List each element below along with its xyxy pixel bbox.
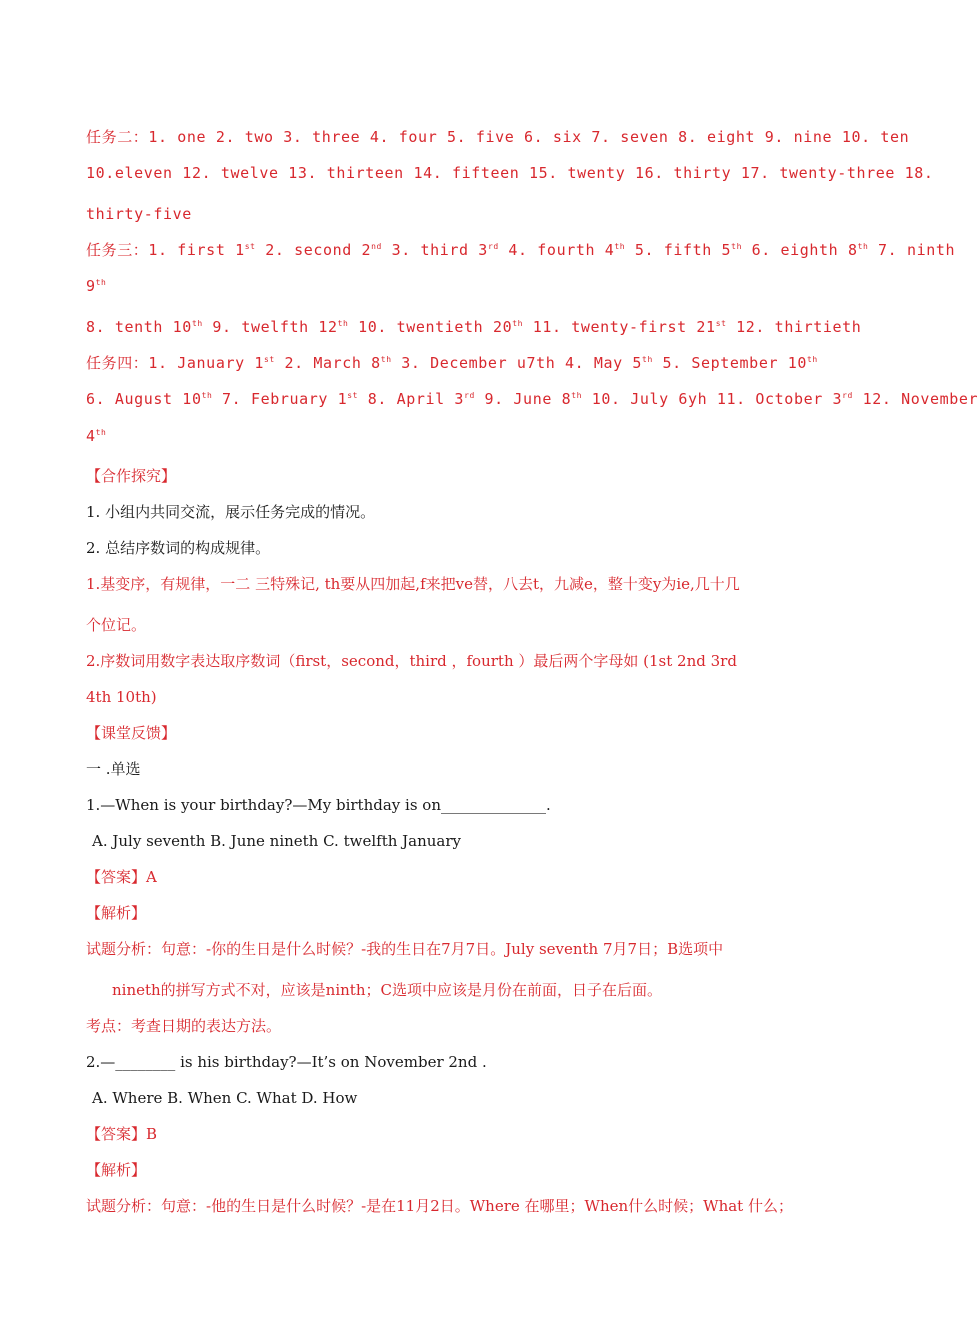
feedback-section: 一 .单选 [86,760,141,778]
text-segment: 12. November [852,390,978,408]
text-segment: 9 [86,277,96,295]
coop-item-1: 1. 小组内共同交流，展示任务完成的情况。 [86,503,376,521]
ordinal-suffix: st [347,391,359,400]
text-segment: 5. fifth 5 [625,241,732,259]
q2-question: 2.—________ is his birthday?—It’s on November 2nd . [86,1053,487,1071]
text-segment: 3. third 3 [381,241,488,259]
ordinal-suffix: st [263,355,275,364]
ordinal-suffix: th [337,319,349,328]
ordinal-suffix: nd [371,242,382,251]
ordinal-suffix: th [806,355,818,364]
ordinal-suffix: th [95,428,107,437]
coop-item-2: 2. 总结序数词的构成规律。 [86,539,271,557]
ordinal-suffix: th [95,278,107,287]
ordinal-suffix: th [512,319,524,328]
q2-analysis-label: 【解析】 [86,1161,147,1179]
task2-line-3: thirty-five [86,205,192,223]
text-segment: 7. ninth [868,241,956,259]
text-segment: 7. February 1 [212,390,348,408]
task3-line-3 [86,316,861,338]
ordinal-suffix: rd [842,391,853,400]
feedback-heading: 【课堂反馈】 [86,724,177,742]
text-segment: 4 [86,427,96,445]
ordinal-suffix: th [857,242,869,251]
ordinal-suffix: th [201,391,213,400]
task2-line-2: 10.eleven 12. twelve 13. thirteen 14. fifteen 15. twenty 16. thirty 17. twenty-three 18. [86,164,934,182]
task4-line-2 [86,388,978,410]
text-segment: 9. June 8 [474,390,572,408]
q1-question: 1.—When is your birthday?—My birthday is on______________. [86,796,551,814]
ordinal-suffix: th [380,355,392,364]
coop-rule-1b: 个位记。 [86,616,147,634]
ordinal-suffix: st [715,319,727,328]
q2-analysis-a: 试题分析：句意：-他的生日是什么时候？-是在11月2日。Where 在哪里；When什么时候；What 什么； [86,1197,793,1215]
q1-answer: 【答案】A [86,868,157,886]
coop-heading: 【合作探究】 [86,467,177,485]
text-segment: 4. fourth 4 [498,241,615,259]
ordinal-suffix: rd [487,242,499,251]
ordinal-suffix: th [191,319,203,328]
text-segment: 12. thirtieth [726,318,862,336]
task3-line-2 [86,275,106,297]
coop-rule-2b: 4th 10th) [86,688,157,706]
ordinal-suffix: th [731,242,742,251]
q1-analysis-a: 试题分析：句意：-你的生日是什么时候？-我的生日在7月7日。July seventh 7月7日；B选项中 [86,940,724,958]
task3-line-1 [86,239,955,261]
ordinal-suffix: th [642,355,653,364]
ordinal-suffix: th [614,242,626,251]
text-segment: 6. eighth 8 [742,241,858,259]
task4-line-1 [86,352,818,374]
text-segment: 任务四：1. January 1 [86,354,264,372]
q2-options: A. Where B. When C. What D. How [92,1089,358,1107]
text-segment: 8. April 3 [358,390,465,408]
q1-options: A. July seventh B. June nineth C. twelfth January [92,832,462,850]
task2-line-1: 任务二：1. one 2. two 3. three 4. four 5. five 6. six 7. seven 8. eight 9. nine 10. ten [86,128,910,146]
text-segment: 8. tenth 10 [86,318,192,336]
q2-answer: 【答案】B [86,1125,158,1143]
task4-line-3 [86,425,106,447]
text-segment: 3. December u7th 4. May 5 [391,354,643,372]
coop-rule-1a: 1.基变序，有规律，一二 三特殊记, th要从四加起,f来把ve替，八去t，九减e，整十变y为ie,几十几 [86,575,740,593]
text-segment: 10. July 6yh 11. October 3 [582,390,843,408]
text-segment: 11. twenty-first 21 [523,318,716,336]
text-segment: 任务三：1. first 1 [86,241,245,259]
text-segment: 5. September 10 [652,354,807,372]
ordinal-suffix: th [571,391,583,400]
text-segment: 10. twentieth 20 [348,318,513,336]
ordinal-suffix: rd [464,391,475,400]
ordinal-suffix: st [244,242,256,251]
q1-analysis-b: nineth的拼写方式不对，应该是ninth；C选项中应该是月份在前面，日子在后面。 [112,981,662,999]
q1-analysis-label: 【解析】 [86,904,147,922]
q1-point: 考点：考查日期的表达方法。 [86,1017,282,1035]
text-segment: 9. twelfth 12 [202,318,338,336]
text-segment: 6. August 10 [86,390,202,408]
text-segment: 2. March 8 [274,354,381,372]
text-segment: 2. second 2 [255,241,372,259]
coop-rule-2a: 2.序数词用数字表达取序数词（first，second，third ，fourth ）最后两个字母如 (1st 2nd 3rd [86,652,737,670]
